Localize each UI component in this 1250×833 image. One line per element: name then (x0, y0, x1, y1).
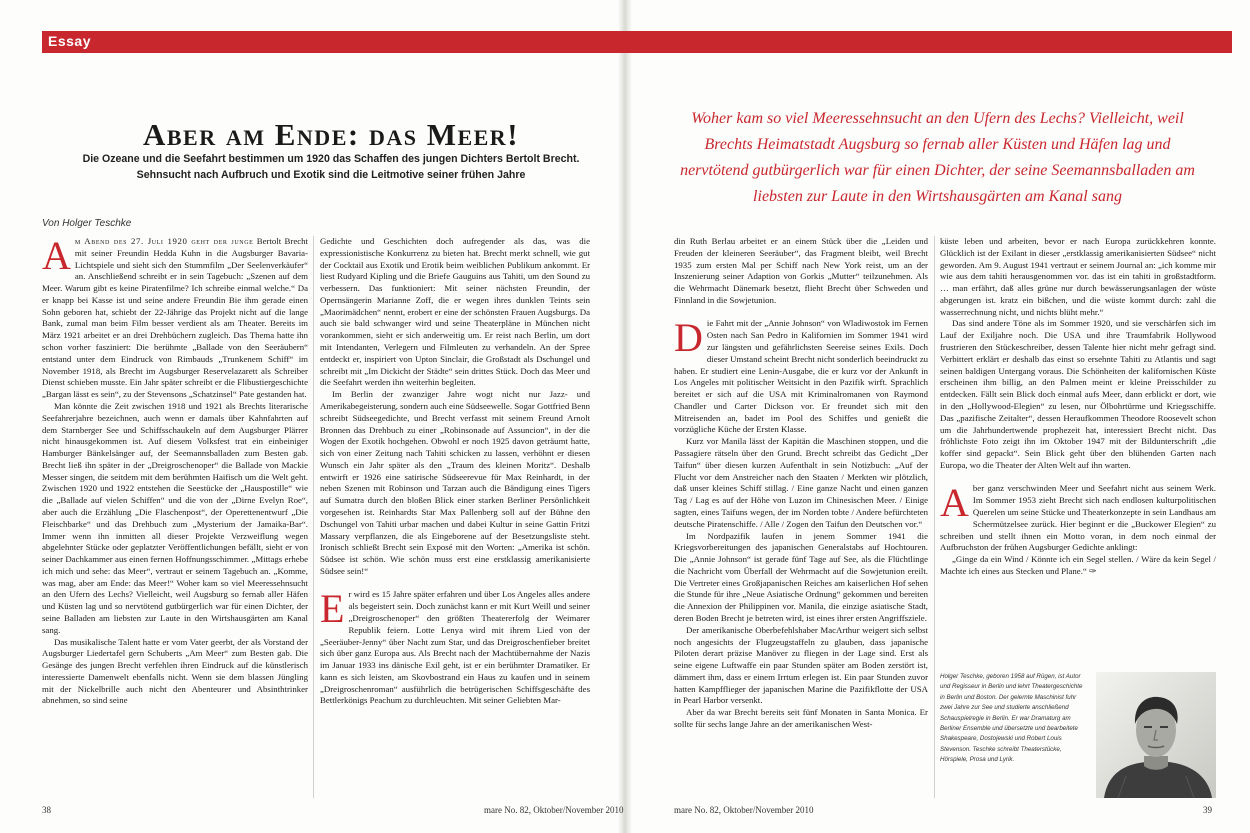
verse-quote: „Ginge da ein Wind / Könnte ich ein Segel stellen. / Wäre da kein Segel / Machte ich eines aus Stecken und Plane.“ (940, 554, 1216, 576)
author-portrait (1096, 672, 1216, 798)
paragraph (320, 586, 590, 707)
paragraph-text: Bertolt Brecht mit seiner Freundin Hedda Kuhn in die Augsburger Bavaria-Lichtspiele und sieht sich den Stummfilm „Der Seelenverkäufer“ an. Anschließend schreibt er in sein Tagebuch: „Szenen auf dem Meer. Warum gibt es keine Piratenfilme? Ich schreibe einmal welche.“ Da er knapp bei Kasse ist und seine andere Freundin Bie ihm gerade einen Sohn geboren hat, schiebt der 22-Jährige das Projekt nicht auf die lange Bank, zumal man beim Film besser verdient als am Theater. Bereits im März 1921 arbeitet er an drei Drehbüchern zugleich. Das Thema hatte ihn schon vorher fasziniert: Die berühmte „Ballade von den Seeräubern“ entstand unter dem Eindruck von Rimbauds „Trunkenem Schiff“ im November 1918, als Brecht im Augsburger Reservelazarett als Schreiber Dienst schieben musste. Ein Jahr später schreibt er die Flibustiergeschichte „Bargan lässt es sein“, zu der Stevensons „Schatzinsel“ Pate gestanden hat. (42, 236, 308, 400)
paragraph: Der amerikanische Oberbefehlshaber MacArthur weigert sich selbst noch angesichts der Flugzeugstaffeln zu glauben, dass japanische Piloten derart präzise Manöver zu fliegen in der Lage sind. Erst als seine eigene Luftwaffe ein paar Stunden später am Boden zerstört ist, dämmert ihm, dass er einem Irrtum erlegen ist. Ein paar Stunden zuvor hatten Kampfflieger der japanischen Marine die Pazifikflotte der USA in Pearl Harbor versenkt. (674, 624, 928, 706)
run-in-text: m Abend des 27. Juli 1920 geht der junge (74, 236, 254, 246)
column-rule (313, 236, 314, 798)
body-column-4 (940, 236, 1216, 662)
paragraph-text: ber ganz verschwinden Meer und Seefahrt nicht aus seinem Werk. Im Sommer 1953 zieht Brecht sich nach endlosen kulturpolitischen Querelen um seine Stücke und Theaterkonzepte in sein Landhaus am Schermützelsee zurück. Hier beginnt er die „Buckower Elegien“ zu schreiben und stellt ihnen ein Motto voran, in dem noch einmal der Aufbruchston der frühen Augsburger Gedichte anklingt: (940, 483, 1216, 553)
paragraph (42, 236, 308, 401)
column-rule (934, 236, 935, 798)
end-mark-icon: ✑ (1089, 565, 1097, 576)
page-number-right: 39 (1203, 805, 1212, 815)
body-column-1 (42, 236, 308, 798)
paragraph (940, 554, 1216, 578)
author-caption: Holger Teschke, geboren 1958 auf Rügen, ist Autor und Regisseur in Berlin und lehrt Theatergeschichte in Berlin und Boston. Der gelernte Maschinist fuhr zwei Jahre zur See und studierte anschließend Schauspielregie in Berlin. Er war Dramaturg am Berliner Ensemble und übersetzte und bearbeitete Shakespeare, Dostojewski und Robert Louis Stevenson. Teschke schreibt Theaterstücke, Hörspiele, Prosa und Lyrik. (940, 673, 1083, 764)
paragraph: Gedichte und Geschichten doch aufregender als das, was die expressionistische Konkurrenz zu bieten hat. Brecht merkt schnell, wie gut der Cocktail aus Exotik und Erotik beim weiblichen Publikum ankommt. Er liest Rudyard Kipling und die Briefe Gauguins aus Tahiti, um den Sound zu verbessern. Das funktioniert: Mit seiner nächsten Freundin, der Opernsängerin Marianne Zoff, die er wegen ihres dunklen Teints sein „Maorimädchen“ nennt, erobert er eine der schönsten Frauen Augsburgs. Da auch sie bald schwanger wird und seine Theaterpläne in München nicht vorankommen, sieht er sich anderweitig um. Er reist nach Berlin, um dort mit Intendanten, Verlegern und Filmleuten zu verhandeln. An der Spree entdeckt er, inspiriert von Upton Sinclair, die Großstadt als Dschungel und schreibt mit „Im Dickicht der Städte“ sein drittes Stück. Doch das Meer und die Seefahrt werden ihn weiterhin begleiten. (320, 236, 590, 388)
article-deck (42, 151, 620, 183)
paragraph: Das musikalische Talent hatte er vom Vater geerbt, der als Vorstand der Augsburger Liedertafel gern Schuberts „Am Meer“ zum Besten gab. Die Gesänge des jungen Brecht verfehlen ihren Eindruck auf die künstlerisch interessierte Damenwelt ebenfalls nicht. Wenn sie dem blassen Jüngling mit der Nickelbrille auch nicht den Abenteurer und Absinthtrinker abnehmen, so sind seine (42, 636, 308, 706)
drop-cap: D (674, 315, 703, 361)
paragraph: küste leben und arbeiten, bevor er nach Europa zurückkehren konnte. Glücklich ist der Exilant in dieser „erstklassig amerikanisierten Südsee“ nicht geworden. Am 9. August 1941 vertraut er seinem Journal an: „ich komme mir wie aus dem tahiti herausgenommen vor. das ist ein tahiti in großstadtform. … man erfährt, daß alles grüne nur durch bewässerungsanlagen der wüste abgerungen ist. kratz ein bißchen, und die wüste kommt durch: zahl die wasserrechnung nicht, und nichts blüht mehr.“ (940, 236, 1216, 317)
drop-cap: A (42, 236, 71, 278)
paragraph: Im Nordpazifik laufen in jenem Sommer 1941 die Kriegsvorbereitungen des japanischen Generalstabs auf Hochtouren. Die „Annie Johnson“ ist gerade fünf Tage auf See, als die Flüchtlinge die Nachricht vom Überfall der Wehrmacht auf die Sowjetunion ereilt. Die Vertreter eines Großjapanischen Reiches am kaiserlichen Hof sehen die Stunde für ihre „Neue Asiatische Ordnung“ gekommen und bereiten die Annexion der Philippinen vor. Manila, die einzige asiatische Stadt, deren Boden Brecht je betreten wird, ist eines ihrer ersten Angriffsziele. (674, 530, 928, 623)
paragraph: Man könnte die Zeit zwischen 1918 und 1921 als Brechts literarische Seefahrerjahre bezeichnen, auch wenn er damals über Kahnfahrten auf dem Starnberger See und Schiffsschaukeln auf dem Augsburger Plärrer nicht hinausgekommen ist. Auf diesem Volksfest trat ein einbeiniger Hamburger Bänkelsänger auf, der Seemannsballaden zum Besten gab. Brecht ließ ihn später in der „Dreigroschenoper“ die Ballade von Mackie Messer singen, die seitdem mit dem berühmten Haifisch um die Welt geht. Zwischen 1920 und 1922 entstehen die Seestücke der „Hauspostille“ wie die „Ballade auf vielen Schiffen“ und die von der „Dirne Evelyn Roe“, aber auch die Erzählung „Die Flaschenpost“, der Operettenentwurf „Die Fleischbarke“ und das Drehbuch zum „Mysterium der Jamaika-Bar“. Immer wenn ihn inmitten all dieser Projekte Verzweiflung wegen abgelehnter Stücke oder geplatzter Veröffentlichungen befällt, sieht er von seiner Dachkammer aus einen fernen Hoffnungsschimmer. „Mittags erhebe ich mich und sehe: das Meer“, vertraut er seinem Tagebuch an. „Komme, was mag, aber am Ende: das Meer!“ Woher kam so viel Meeressehnsucht an den Ufern des Lechs? Vielleicht, weil Augsburg so fernab aller Häfen und Küsten lag und so nervtötend gutbürgerlich war für einen Dichter, der seine Balladen am liebsten zur Laute in den Wirtshausgärten am Kanal sang. (42, 400, 308, 635)
deck-line-1: Die Ozeane und die Seefahrt bestimmen um 1920 das Schaffen des jungen Dichters Bertolt Brecht. (82, 153, 580, 165)
byline: Von Holger Teschke (42, 218, 132, 229)
paragraph: Das sind andere Töne als im Sommer 1920, und sie verschärfen sich im Lauf der Exiljahre noch. Die USA und ihre Traumfabrik Hollywood frustrieren den Stückeschreiber, dessen Talente hier nicht mehr gefragt sind. Verbittert erklärt er deshalb das einst so ersehnte Tahiti zu Atlantis und sagt seinen baldigen Untergang voraus. Die Schönheiten der kalifornischen Küste erscheinen ihm billig, an den Palmen meint er kleine Preisschilder zu entdecken. Fällt sein Blick doch einmal aufs Meer, dann erblickt er dort, wie in den „Hollywood-Elegien“ zu lesen, nur Ölbohrtürme und Kriegsschiffe. Das „pazifische Zeitalter“, dessen Heraufkommen Theodore Roosevelt schon um die Jahrhundertwende prophezeit hat, interessiert Brecht nicht. Das fröhlichste Foto zeigt ihn im Oktober 1947 mit der Bildunterschrift „die koffer sind gepackt“. Sein Blick geht über den blühenden Garten nach Europa, wo die Theater der Alten Welt auf ihn warten. (940, 318, 1216, 470)
author-portrait-image (1096, 672, 1216, 798)
section-label: Essay (48, 33, 91, 49)
body-column-2 (320, 236, 590, 798)
body-column-3 (674, 236, 928, 798)
paragraph: Kurz vor Manila lässt der Kapitän die Maschinen stoppen, und die Passagiere rätseln über den Grund. Brecht schreibt das Gedicht „Der Taifun“ über diesen kurzen Aufenthalt in sein Notizbuch: „Auf der Flucht vor dem Anstreicher nach den Staaten / Merkten wir plötzlich, daß unser kleines Schiff stillag. / Eine ganze Nacht und einen ganzen Tag / Lag es auf der Höhe von Luzon im Chinesischen Meer. / Einige sagten, eines Taifuns wegen, der im Norden tobte / Andere befürchteten deutsche Piratenschiffe. / Alle / Zogen den Taifun den Deutschen vor.“ (674, 436, 928, 529)
paragraph: Aber da war Brecht bereits seit fünf Monaten in Santa Monica. Er sollte für sechs lange Jahre an der amerikanischen West- (674, 707, 928, 730)
article-headline: Aber am Ende: das Meer! (142, 117, 520, 152)
issue-line-left: mare No. 82, Oktober/November 2010 (484, 805, 624, 815)
paragraph-text: r wird es 15 Jahre später erfahren und über Los Angeles alles andere als begeistert sein. Doch zunächst kann er mit Kurt Weill und seiner „Dreigroschenoper“ den größten Theatererfolg der Weimarer Republik feiern. Lotte Lenya wird mit ihrem Lied von der „Seeräuber-Jenny“ über Nacht zum Star, und das Dreigroschenfieber breitet sich über ganz Europa aus. Als Brecht nach der Machtübernahme der Nazis im Januar 1933 ins dänische Exil geht, ist er ein berühmter Dramatiker. Er kann es sich leisten, am Skovbostrand ein Haus zu kaufen und in seinem „Dreigroschenroman“ ausführlich die betrügerischen Schiffsgeschäfte des Bettlerkönigs Peachum zu durchleuchten. Mit seiner Geliebten Mar- (320, 589, 590, 706)
paragraph: din Ruth Berlau arbeitet er an einem Stück über die „Leiden und Freuden der kleineren Seeräuber“, das Fragment bleibt, weil Brecht 1935 zum ersten Mal per Schiff nach New York reist, um an der Inszenierung seiner Adaption von Gorkis „Mutter“ teilzunehmen. Als die Wehrmacht Dänemark besetzt, flieht Brecht über Schweden und Finnland in die Sowjetunion. (674, 236, 928, 305)
page-gutter (618, 0, 632, 833)
paragraph-text: ie Fahrt mit der „Annie Johnson“ von Wladiwostok im Fernen Osten nach San Pedro in Kalifornien im Sommer 1941 wird zur längsten und gefährlichsten Seereise seines Exils. Doch dieser Umstand scheint Brecht nicht sonderlich beeindruckt zu haben. Er studiert eine Lenin-Ausgabe, die er kurz vor der Ankunft in Los Angeles mit politischer Weitsicht in den Pazifik wirft. Sprachlich bereitet er sich auf die USA mit Kriminalromanen von Raymond Chandler und Carter Dickson vor. Er freundet sich mit den Mitreisenden an, badet im Pool des Schiffes und genießt die vorzügliche Küche der Ersten Klasse. (674, 318, 928, 435)
drop-cap: A (940, 480, 969, 526)
deck-line-2: Sehnsucht nach Aufbruch und Exotik sind die Leitmotive seiner frühen Jahre (136, 169, 526, 181)
paragraph (940, 480, 1216, 554)
pull-quote: Woher kam so viel Meeressehnsucht an den Ufern des Lechs? Vielleicht, weil Brechts Heimatstadt Augsburg so fernab aller Küsten und Häfen lag und nervtötend gutbürgerlich war für einen Dichter, der seine Seemannsballaden am liebsten zur Laute in den Wirtshausgärten am Kanal sang (680, 110, 1195, 205)
paragraph (674, 315, 928, 436)
issue-line-right: mare No. 82, Oktober/November 2010 (674, 805, 814, 815)
drop-cap: E (320, 586, 345, 632)
page-number-left: 38 (42, 805, 51, 815)
paragraph: Im Berlin der zwanziger Jahre wogt nicht nur Jazz- und Amerikabegeisterung, sondern auch eine Südseewelle. Sogar Gottfried Benn schreibt Südseegedichte, und Brecht verfasst mit seinem Freund Arnolt Bronnen das Drehbuch zu einer „Robinsonade auf Assuncion“, in der die Wogen der Exotik hochgehen. Obwohl er noch 1925 davon geträumt hatte, sich von einer Zeitung nach Tahiti schicken zu lassen, verhöhnt er diesen Wunsch ein Jahr später als den „Traum des kleinen Moritz“. Deshalb entwirft er 1926 eine satirische Südseerevue für Max Reinhardt, in der neben Szenen mit Robinson und Tarzan auch die Bändigung eines Tigers auf Sumatra durch den bloßen Blick einer starken Berliner Persönlichkeit vorgesehen ist. Reinhardts Star Max Pallenberg soll auf der Bühne den Dschungel von Tahiti urbar machen und dabei Kultur in seine Gattin Fritzi Massary verpflanzen, die als Eingeborene auf der Besetzungsliste steht. Ironisch schließt Brecht sein Exposé mit den Worten: „Amerika ist schön. Südsee ist schön. Wie schön muss erst eine erstklassig amerikanisierte Südsee sein!“ (320, 389, 590, 576)
section-bar (42, 31, 1232, 53)
